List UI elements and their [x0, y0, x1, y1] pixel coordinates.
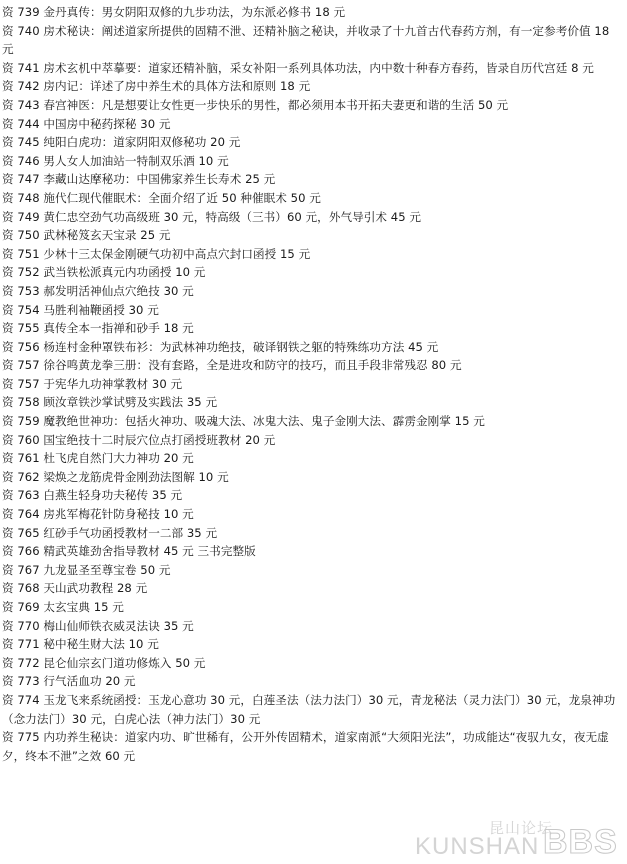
catalog-entry: 资 775 内功养生秘诀：道家内功、旷世稀有，公开外传固精术，道家南派“大须阳光法”，功成能达“夜驭九女，夜无虚夕，终本不泄”之效 60 元 — [2, 730, 609, 763]
catalog-entry: 资 769 太玄宝典 15 元 — [2, 600, 124, 614]
catalog-entry: 资 774 玉龙飞来系统函授：玉龙心意功 30 元，白莲圣法（法力法门）30 元，青龙秘法（灵力法门）30 元，龙泉神功（念力法门）30 元，白虎心法（神力法门）30 元 — [2, 692, 616, 726]
catalog-entry: 资 749 黄仁忠空劲气功高级班 30 元，特高级（三书）60 元，外气导引术 45 元 — [2, 209, 422, 224]
catalog-entry: 资 742 房内记：详述了房中养生术的具体方法和原则 18 元 — [2, 79, 311, 94]
catalog-entry: 资 751 少林十三太保金刚硬气功初中高点穴封口函授 15 元 — [2, 246, 311, 261]
catalog-entry: 资 750 武林秘笈玄天宝录 25 元 — [2, 228, 171, 243]
catalog-entry: 资 756 杨连村金种罩铁布衫：为武林神功绝技，破译钢铁之躯的特殊练功方法 45 元 — [2, 339, 439, 354]
catalog-entry: 资 754 马胜利袖鞭函授 30 元 — [2, 302, 159, 317]
watermark-bbs: BBS — [543, 823, 618, 861]
catalog-entry: 资 746 男人女人加油站一特制双乐酒 10 元 — [2, 153, 229, 168]
catalog-entry: 资 766 精武英雄劲舍指导教材 45 元 三书完整版 — [2, 544, 256, 559]
catalog-entry: 资 740 房术秘诀：阐述道家所提供的固精不泄、还精补脑之秘诀，并收录了十九首古代春药方剂，有一定参考价值 18 元 — [2, 23, 610, 57]
watermark-cn: 昆山论坛 — [489, 819, 554, 837]
catalog-entry: 资 755 真传全本一指禅和砂手 18 元 — [2, 321, 194, 336]
catalog-entry: 资 759 魔教绝世神功：包括火神功、吸魂大法、冰鬼大法、鬼子金刚大法、霹雳金刚掌 15 元 — [2, 414, 485, 429]
catalog-entry: 资 758 顾汝章铁沙掌试劈及实践法 35 元 — [2, 395, 218, 410]
catalog-entry: 资 763 白燕生轻身功夫秘传 35 元 — [2, 488, 183, 503]
catalog-entry: 资 765 红砂手气功函授教材一二部 35 元 — [2, 525, 218, 540]
catalog-entry: 资 753 郝发明活神仙点穴绝技 30 元 — [2, 283, 194, 298]
catalog-entry: 资 745 纯阳白虎功：道家阴阳双修秘功 20 元 — [2, 135, 241, 150]
catalog-entry: 资 771 秘中秘生财大法 10 元 — [2, 637, 159, 652]
catalog-entry: 资 767 九龙显圣至尊宝卷 50 元 — [2, 562, 171, 577]
catalog-entry: 资 752 武当铁松派真元内功函授 10 元 — [2, 265, 206, 280]
catalog-entry: 资 757 于宪华九功神掌教材 30 元 — [2, 376, 183, 391]
catalog-entry: 资 761 杜飞虎自然门大力神功 20 元 — [2, 451, 194, 466]
catalog-entry: 资 772 昆仑仙宗玄门道功修炼入 50 元 — [2, 655, 206, 670]
catalog-entry: 资 743 春宫神医：凡是想要让女性更一步快乐的男性，都必须用本书开拓夫妻更和谐的生活 50 元 — [2, 97, 509, 112]
catalog-entry: 资 760 国宝绝技十二时辰穴位点打函授班教材 20 元 — [2, 432, 276, 447]
catalog-entry: 资 770 梅山仙师铁衣威灵法诀 35 元 — [2, 618, 194, 633]
catalog-entry: 资 762 梁焕之龙筋虎骨金刚劲法图解 10 元 — [2, 469, 229, 484]
catalog-entry: 资 748 施代仁现代催眠术：全面介绍了近 50 种催眠术 50 元 — [2, 190, 321, 205]
watermark-en: KUNSHAN — [415, 833, 540, 860]
catalog-entry: 资 739 金丹真传：男女阴阳双修的九步功法，为东派必修书 18 元 — [2, 5, 346, 19]
catalog-entry: 资 768 天山武功教程 28 元 — [2, 581, 148, 596]
catalog-entry: 资 764 房兆军梅花针防身秘技 10 元 — [2, 507, 194, 522]
catalog-entry: 资 747 李藏山达摩秘功：中国佛家养生长寿术 25 元 — [2, 172, 276, 187]
catalog-entry: 资 773 行气活血功 20 元 — [2, 674, 136, 689]
catalog-entry: 资 741 房术玄机中萃摹要：道家还精补脑，采女补阳一系列具体功法，内中数十种春方春药，皆录自历代宫廷 8 元 — [2, 60, 594, 75]
catalog-entry: 资 757 徐谷鸣黄龙拳三册：没有套路，全是进攻和防守的技巧，而且手段非常残忍 80 元 — [2, 358, 462, 373]
catalog-entry: 资 744 中国房中秘药探秘 30 元 — [2, 116, 171, 131]
